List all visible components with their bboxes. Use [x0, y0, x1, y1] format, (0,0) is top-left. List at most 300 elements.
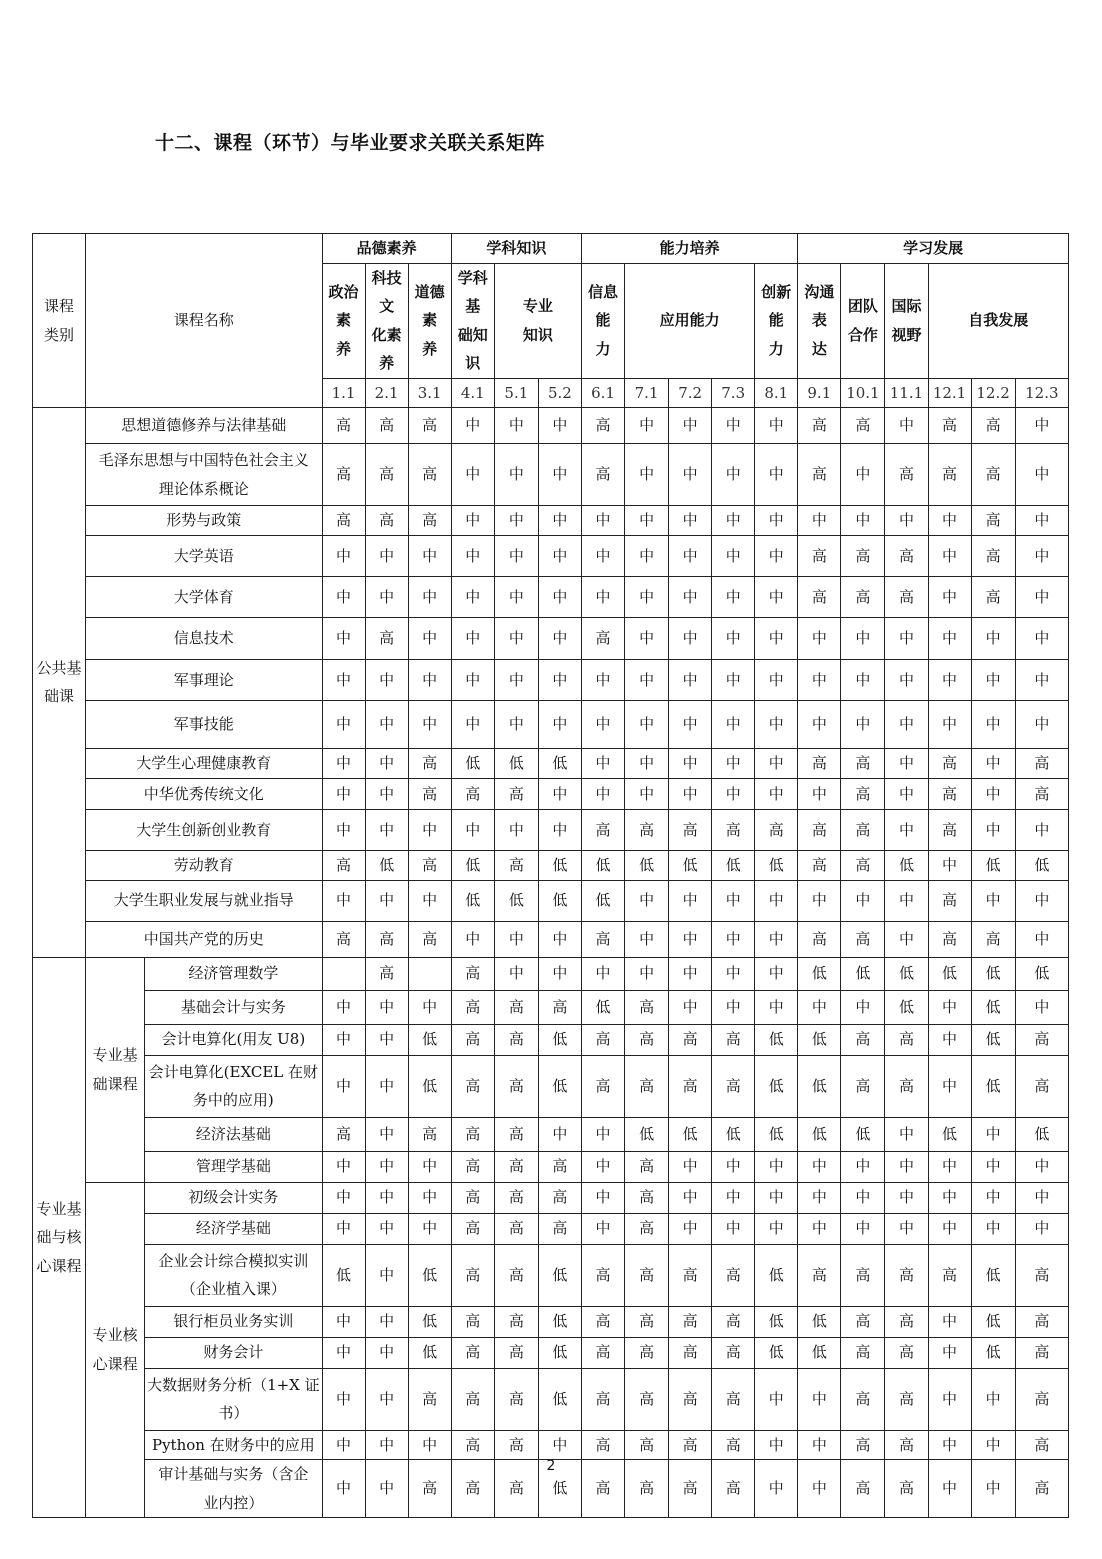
relation-level: 中	[798, 990, 841, 1024]
relation-level: 中	[581, 506, 624, 536]
relation-level: 中	[841, 880, 885, 921]
relation-level: 高	[625, 990, 669, 1024]
relation-level: 低	[538, 1244, 581, 1306]
relation-level: 中	[712, 1213, 755, 1244]
relation-level: 中	[971, 701, 1015, 749]
relation-level: 高	[451, 1182, 494, 1213]
relation-level: 中	[712, 506, 755, 536]
course-name: 大学体育	[86, 577, 322, 618]
relation-level: 中	[971, 1213, 1015, 1244]
relation-level: 中	[451, 408, 494, 444]
relation-level: 高	[451, 1460, 494, 1518]
relation-level: 中	[494, 618, 538, 660]
relation-level: 中	[365, 1430, 408, 1460]
table-row	[33, 1024, 1069, 1055]
course-name: 基础会计与实务	[145, 990, 322, 1024]
relation-level: 中	[669, 749, 712, 779]
relation-level: 中	[581, 957, 624, 990]
relation-level: 高	[451, 1055, 494, 1117]
course-name: 大学生职业发展与就业指导	[86, 880, 322, 921]
relation-level: 低	[971, 1244, 1015, 1306]
relation-level: 中	[1015, 618, 1068, 660]
relation-level: 中	[625, 701, 669, 749]
relation-level: 中	[755, 1368, 798, 1430]
relation-level: 中	[928, 506, 971, 536]
table-row	[33, 851, 1069, 881]
relation-level: 低	[841, 1117, 885, 1151]
relation-level: 中	[538, 408, 581, 444]
relation-level: 高	[581, 1337, 624, 1368]
relation-level: 高	[928, 749, 971, 779]
course-name: 管理学基础	[145, 1151, 322, 1182]
course-name: 大数据财务分析（1+X 证 书）	[145, 1368, 322, 1430]
relation-level: 中	[971, 880, 1015, 921]
relation-level: 高	[581, 1055, 624, 1117]
relation-level: 高	[971, 444, 1015, 506]
header-code: 6.1	[581, 378, 624, 408]
header-code: 1.1	[322, 378, 365, 408]
header-subitem: 科技文 化素养	[365, 263, 408, 378]
relation-level: 中	[712, 618, 755, 660]
relation-level: 高	[625, 1151, 669, 1182]
relation-level: 低	[581, 990, 624, 1024]
subcategory-professional-core: 专业核 心课程	[86, 1182, 145, 1518]
relation-level: 中	[581, 749, 624, 779]
relation-level: 中	[494, 701, 538, 749]
relation-level: 中	[365, 990, 408, 1024]
page-number: 2	[546, 1458, 556, 1474]
relation-level: 高	[451, 1213, 494, 1244]
relation-level: 高	[712, 1024, 755, 1055]
course-name: 经济法基础	[145, 1117, 322, 1151]
course-name: 毛泽东思想与中国特色社会主义 理论体系概论	[86, 444, 322, 506]
relation-level: 中	[798, 1460, 841, 1518]
relation-level: 中	[322, 1306, 365, 1337]
relation-level: 高	[928, 408, 971, 444]
relation-level: 中	[322, 1151, 365, 1182]
course-name: 初级会计实务	[145, 1182, 322, 1213]
course-name: 大学英语	[86, 536, 322, 577]
relation-level: 中	[755, 1430, 798, 1460]
header-subitem: 政治素 养	[322, 263, 365, 378]
relation-level: 高	[581, 1430, 624, 1460]
relation-level: 中	[494, 536, 538, 577]
relation-level: 中	[669, 990, 712, 1024]
relation-level: 中	[755, 779, 798, 810]
relation-level: 高	[841, 921, 885, 957]
table-row	[33, 701, 1069, 749]
relation-level: 高	[451, 1337, 494, 1368]
relation-level: 中	[451, 577, 494, 618]
relation-level: 高	[581, 444, 624, 506]
relation-level: 高	[408, 408, 451, 444]
relation-level: 高	[841, 1368, 885, 1430]
relation-level: 高	[322, 921, 365, 957]
course-requirement-matrix	[32, 233, 1069, 1518]
relation-level: 中	[538, 536, 581, 577]
relation-level: 中	[1015, 701, 1068, 749]
relation-level: 高	[365, 444, 408, 506]
relation-level: 低	[538, 1460, 581, 1518]
relation-level: 高	[494, 1337, 538, 1368]
relation-level: 高	[798, 577, 841, 618]
relation-level: 中	[538, 660, 581, 701]
relation-level: 高	[322, 408, 365, 444]
table-row	[33, 1368, 1069, 1430]
relation-level: 高	[885, 536, 928, 577]
relation-level: 低	[365, 851, 408, 881]
relation-level: 中	[538, 779, 581, 810]
relation-level: 中	[712, 1182, 755, 1213]
relation-level: 中	[365, 1213, 408, 1244]
relation-level: 中	[494, 408, 538, 444]
relation-level: 高	[494, 1306, 538, 1337]
relation-level: 高	[885, 1244, 928, 1306]
relation-level: 中	[625, 618, 669, 660]
relation-level: 中	[755, 577, 798, 618]
relation-level: 中	[322, 1182, 365, 1213]
table-row	[33, 1213, 1069, 1244]
relation-level: 高	[625, 1055, 669, 1117]
relation-level: 低	[798, 957, 841, 990]
header-code: 12.2	[971, 378, 1015, 408]
relation-level: 高	[885, 577, 928, 618]
relation-level: 中	[322, 880, 365, 921]
course-name: 思想道德修养与法律基础	[86, 408, 322, 444]
relation-level: 中	[581, 536, 624, 577]
relation-level: 中	[971, 1151, 1015, 1182]
relation-level: 高	[712, 1460, 755, 1518]
relation-level: 中	[408, 880, 451, 921]
relation-level: 低	[971, 1337, 1015, 1368]
relation-level: 低	[625, 851, 669, 881]
relation-level: 中	[365, 1182, 408, 1213]
relation-level: 低	[451, 749, 494, 779]
relation-level: 中	[581, 660, 624, 701]
course-name: Python 在财务中的应用	[145, 1430, 322, 1460]
relation-level: 中	[625, 660, 669, 701]
relation-level: 高	[408, 506, 451, 536]
relation-level: 低	[971, 1306, 1015, 1337]
relation-level: 中	[322, 660, 365, 701]
relation-level: 中	[885, 921, 928, 957]
header-subitem: 创新能 力	[755, 263, 798, 378]
relation-level: 高	[408, 444, 451, 506]
relation-level: 高	[451, 990, 494, 1024]
relation-level	[408, 957, 451, 990]
table-row	[33, 444, 1069, 506]
relation-level: 中	[712, 990, 755, 1024]
header-code: 9.1	[798, 378, 841, 408]
table-row	[33, 536, 1069, 577]
relation-level: 中	[712, 880, 755, 921]
header-code: 7.2	[669, 378, 712, 408]
relation-level: 中	[322, 1430, 365, 1460]
relation-level: 高	[971, 577, 1015, 618]
table-row	[33, 880, 1069, 921]
relation-level: 中	[885, 660, 928, 701]
relation-level: 中	[971, 810, 1015, 851]
relation-level: 高	[451, 1368, 494, 1430]
course-name: 军事技能	[86, 701, 322, 749]
relation-level: 高	[365, 957, 408, 990]
relation-level: 中	[322, 618, 365, 660]
relation-level: 中	[1015, 444, 1068, 506]
relation-level: 中	[669, 779, 712, 810]
relation-level: 低	[755, 1244, 798, 1306]
relation-level: 中	[669, 880, 712, 921]
relation-level: 低	[798, 1306, 841, 1337]
relation-level: 中	[625, 880, 669, 921]
relation-level: 中	[755, 1213, 798, 1244]
relation-level: 低	[538, 851, 581, 881]
relation-level: 高	[712, 1306, 755, 1337]
table-row	[33, 618, 1069, 660]
relation-level: 低	[928, 1117, 971, 1151]
relation-level: 高	[971, 921, 1015, 957]
relation-level: 低	[538, 880, 581, 921]
relation-level: 中	[669, 618, 712, 660]
relation-level: 中	[538, 444, 581, 506]
relation-level: 中	[365, 1055, 408, 1117]
relation-level: 高	[1015, 1430, 1068, 1460]
table-row	[33, 990, 1069, 1024]
relation-level: 中	[625, 506, 669, 536]
relation-level: 中	[581, 1213, 624, 1244]
relation-level: 中	[928, 1182, 971, 1213]
header-code: 10.1	[841, 378, 885, 408]
table-row	[33, 506, 1069, 536]
relation-level: 低	[581, 880, 624, 921]
relation-level: 高	[712, 1430, 755, 1460]
relation-level: 高	[451, 957, 494, 990]
relation-level: 高	[669, 810, 712, 851]
relation-level: 高	[494, 779, 538, 810]
relation-level: 中	[494, 577, 538, 618]
relation-level: 高	[494, 1244, 538, 1306]
relation-level: 高	[408, 779, 451, 810]
relation-level: 中	[365, 536, 408, 577]
relation-level: 高	[755, 810, 798, 851]
relation-level: 中	[322, 1024, 365, 1055]
relation-level: 中	[928, 1213, 971, 1244]
relation-level: 中	[365, 1151, 408, 1182]
page-heading: 十二、课程（环节）与毕业要求关联关系矩阵	[155, 132, 546, 154]
relation-level: 中	[669, 536, 712, 577]
relation-level: 中	[408, 1182, 451, 1213]
relation-level: 中	[365, 660, 408, 701]
relation-level: 中	[538, 957, 581, 990]
relation-level: 低	[712, 851, 755, 881]
relation-level: 中	[625, 921, 669, 957]
relation-level: 中	[625, 577, 669, 618]
course-name: 经济学基础	[145, 1213, 322, 1244]
relation-level: 高	[712, 1244, 755, 1306]
relation-level: 高	[538, 990, 581, 1024]
relation-level: 高	[625, 1337, 669, 1368]
header-subitem: 自我发展	[928, 263, 1069, 378]
relation-level: 高	[625, 810, 669, 851]
relation-level: 中	[1015, 506, 1068, 536]
relation-level: 低	[1015, 957, 1068, 990]
relation-level: 中	[365, 749, 408, 779]
relation-level: 中	[755, 701, 798, 749]
relation-level: 中	[494, 810, 538, 851]
relation-level: 低	[971, 851, 1015, 881]
relation-level: 低	[538, 749, 581, 779]
relation-level: 高	[971, 536, 1015, 577]
relation-level: 中	[928, 701, 971, 749]
relation-level: 高	[581, 1024, 624, 1055]
relation-level: 中	[408, 990, 451, 1024]
relation-level: 中	[669, 444, 712, 506]
relation-level: 中	[322, 536, 365, 577]
relation-level: 中	[971, 1117, 1015, 1151]
relation-level: 高	[841, 779, 885, 810]
relation-level: 高	[841, 1460, 885, 1518]
relation-level	[322, 957, 365, 990]
relation-level: 中	[365, 1368, 408, 1430]
header-code: 12.1	[928, 378, 971, 408]
relation-level: 中	[669, 957, 712, 990]
relation-level: 低	[885, 990, 928, 1024]
table-row	[33, 660, 1069, 701]
relation-level: 低	[322, 1244, 365, 1306]
relation-level: 中	[928, 618, 971, 660]
relation-level: 低	[538, 1306, 581, 1337]
relation-level: 低	[798, 1337, 841, 1368]
relation-level: 中	[755, 990, 798, 1024]
header-code: 11.1	[885, 378, 928, 408]
relation-level: 高	[322, 444, 365, 506]
relation-level: 高	[1015, 1306, 1068, 1337]
relation-level: 中	[451, 444, 494, 506]
relation-level: 高	[581, 1460, 624, 1518]
relation-level: 低	[755, 1055, 798, 1117]
relation-level: 高	[1015, 1337, 1068, 1368]
relation-level: 高	[451, 1024, 494, 1055]
relation-level: 中	[928, 1368, 971, 1430]
relation-level: 高	[669, 1024, 712, 1055]
header-course-category: 课程 类别	[33, 234, 86, 408]
relation-level: 高	[625, 1182, 669, 1213]
relation-level: 高	[669, 1337, 712, 1368]
relation-level: 中	[928, 1460, 971, 1518]
relation-level: 高	[494, 1151, 538, 1182]
relation-level: 低	[798, 1055, 841, 1117]
relation-level: 中	[365, 779, 408, 810]
relation-level: 高	[451, 1244, 494, 1306]
relation-level: 高	[841, 408, 885, 444]
header-subitem: 应用能力	[625, 263, 755, 378]
relation-level: 中	[494, 660, 538, 701]
relation-level: 高	[365, 921, 408, 957]
relation-level: 高	[798, 851, 841, 881]
relation-level: 中	[798, 1151, 841, 1182]
relation-level: 低	[494, 880, 538, 921]
table-row	[33, 957, 1069, 990]
relation-level: 高	[841, 1430, 885, 1460]
relation-level: 中	[841, 990, 885, 1024]
relation-level: 高	[1015, 1368, 1068, 1430]
relation-level: 高	[451, 1151, 494, 1182]
relation-level: 高	[494, 1213, 538, 1244]
relation-level: 低	[408, 1337, 451, 1368]
relation-level: 中	[451, 701, 494, 749]
relation-level: 高	[494, 990, 538, 1024]
relation-level: 高	[798, 749, 841, 779]
relation-level: 中	[971, 618, 1015, 660]
relation-level: 中	[322, 810, 365, 851]
relation-level: 低	[451, 880, 494, 921]
relation-level: 中	[755, 880, 798, 921]
relation-level: 高	[408, 1117, 451, 1151]
header-subitem: 道德素 养	[408, 263, 451, 378]
table-row	[33, 1430, 1069, 1460]
relation-level: 高	[885, 444, 928, 506]
relation-level: 高	[451, 1430, 494, 1460]
relation-level: 中	[712, 660, 755, 701]
relation-level: 低	[971, 1024, 1015, 1055]
relation-level: 低	[928, 957, 971, 990]
relation-level: 中	[712, 701, 755, 749]
relation-level: 中	[885, 1117, 928, 1151]
relation-level: 低	[669, 851, 712, 881]
relation-level: 中	[885, 880, 928, 921]
relation-level: 中	[971, 1430, 1015, 1460]
relation-level: 高	[669, 1244, 712, 1306]
course-name: 劳动教育	[86, 851, 322, 881]
relation-level: 中	[755, 660, 798, 701]
relation-level: 高	[669, 1430, 712, 1460]
relation-level: 低	[755, 851, 798, 881]
relation-level: 低	[538, 1368, 581, 1430]
relation-level: 中	[928, 851, 971, 881]
relation-level: 中	[841, 1182, 885, 1213]
relation-level: 高	[971, 408, 1015, 444]
relation-level: 高	[712, 1368, 755, 1430]
relation-level: 中	[755, 506, 798, 536]
relation-level: 高	[885, 1430, 928, 1460]
relation-level: 中	[841, 1213, 885, 1244]
relation-level: 中	[581, 779, 624, 810]
table-row	[33, 577, 1069, 618]
relation-level: 高	[494, 1182, 538, 1213]
relation-level: 高	[581, 1368, 624, 1430]
header-group: 学科知识	[451, 234, 581, 264]
relation-level: 中	[885, 810, 928, 851]
relation-level: 中	[1015, 880, 1068, 921]
relation-level: 低	[625, 1117, 669, 1151]
relation-level: 中	[798, 1213, 841, 1244]
relation-level: 高	[841, 749, 885, 779]
relation-level: 低	[538, 1055, 581, 1117]
relation-level: 中	[755, 536, 798, 577]
relation-level: 中	[451, 506, 494, 536]
category-professional: 专业基 础与核 心课程	[33, 957, 86, 1518]
relation-level: 中	[971, 660, 1015, 701]
relation-level: 低	[408, 1055, 451, 1117]
relation-level: 高	[625, 1024, 669, 1055]
subcategory-professional-basic: 专业基 础课程	[86, 957, 145, 1182]
relation-level: 中	[322, 779, 365, 810]
relation-level: 高	[581, 1244, 624, 1306]
relation-level: 中	[928, 1055, 971, 1117]
relation-level: 中	[755, 618, 798, 660]
relation-level: 低	[408, 1306, 451, 1337]
relation-level: 高	[928, 810, 971, 851]
relation-level: 中	[365, 880, 408, 921]
